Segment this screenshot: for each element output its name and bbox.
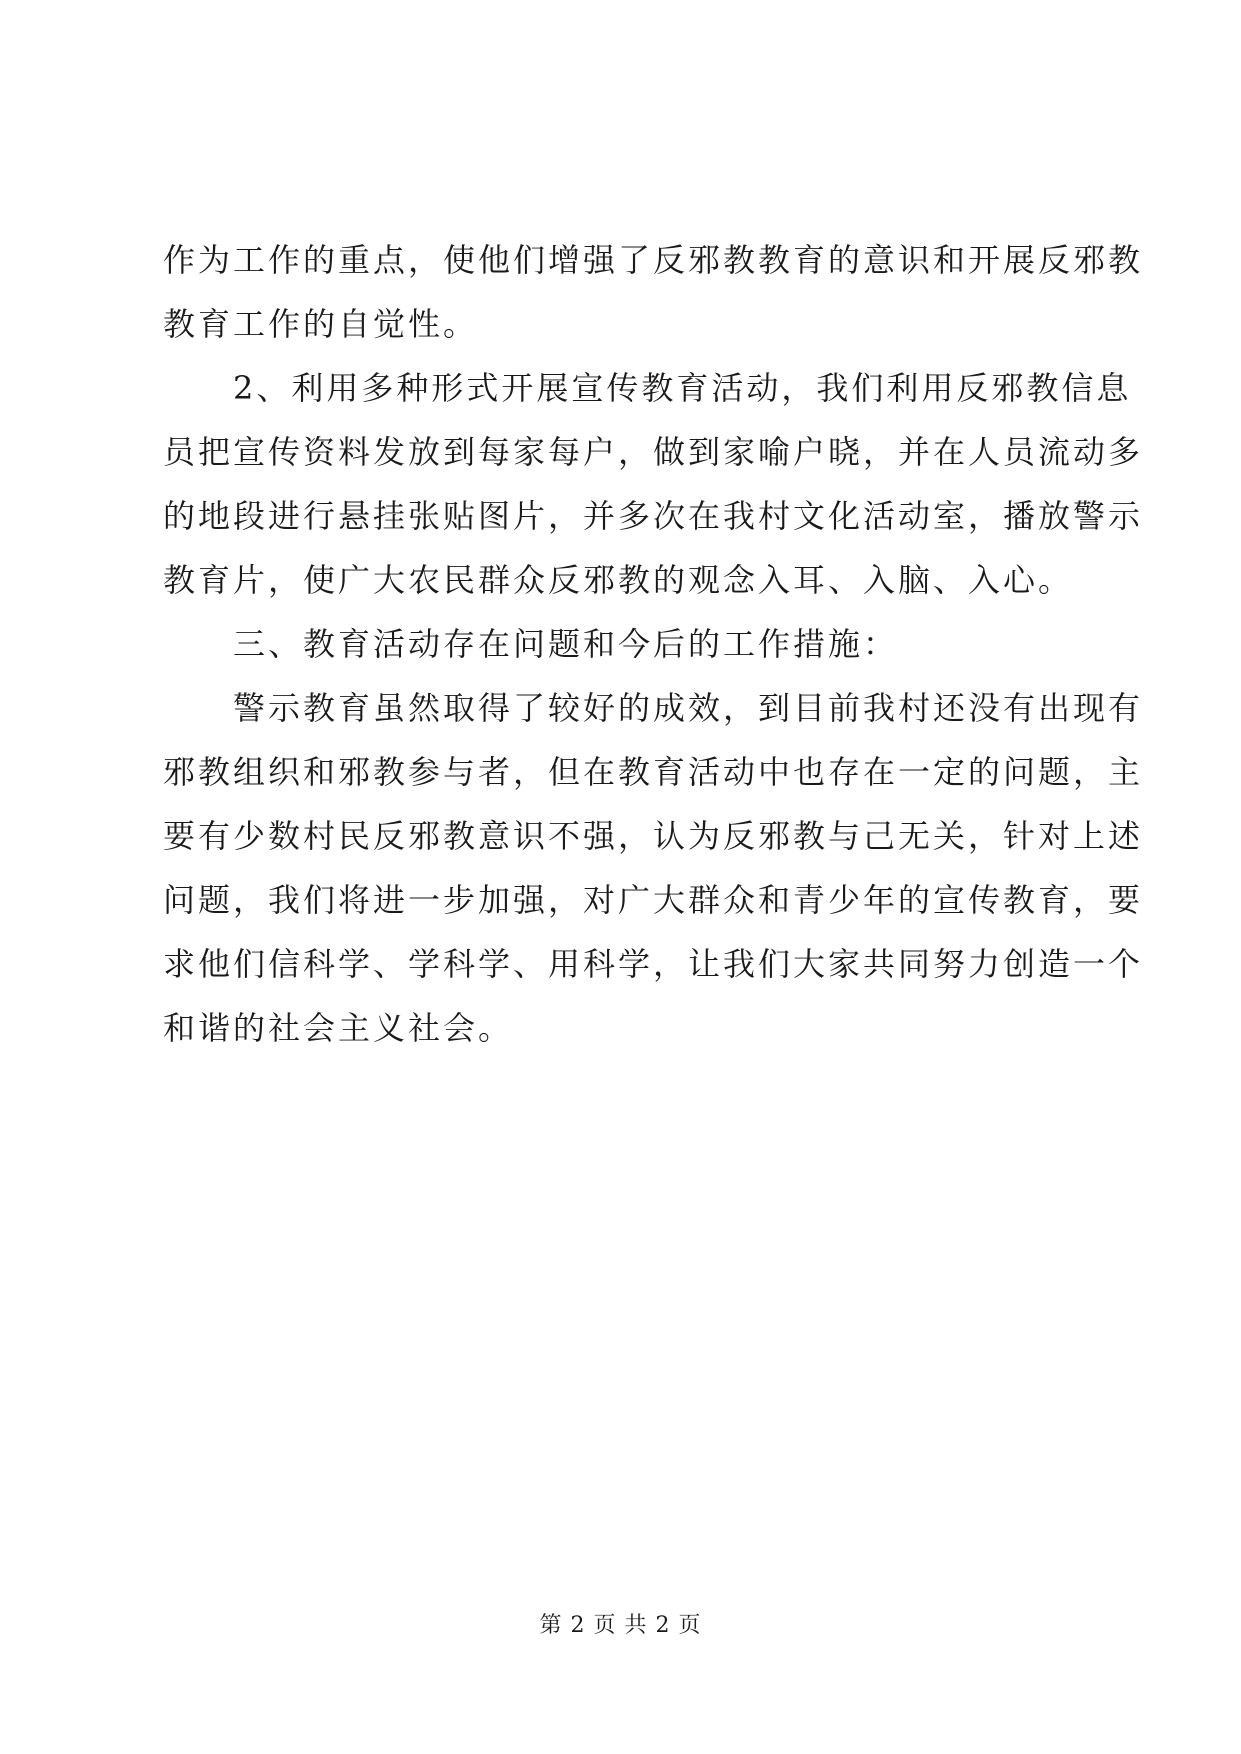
text-line: 和谐的社会主义社会。 [163, 1009, 514, 1047]
text-line: 求他们信科学、学科学、用科学，让我们大家共同努力创造一个 [163, 945, 1144, 983]
text-line: 问题，我们将进一步加强，对广大群众和青少年的宣传教育，要 [163, 881, 1144, 919]
text-line: 2、利用多种形式开展宣传教育活动，我们利用反邪教信息 [163, 369, 1132, 407]
text-line: 邪教组织和邪教参与者，但在教育活动中也存在一定的问题，主 [163, 753, 1144, 791]
section-heading: 三、教育活动存在问题和今后的工作措施： [163, 625, 899, 663]
text-line: 教育片，使广大农民群众反邪教的观念入耳、入脑、入心。 [163, 561, 1074, 599]
text-line: 的地段进行悬挂张贴图片，并多次在我村文化活动室，播放警示 [163, 497, 1144, 535]
page-number-footer: 第 2 页 共 2 页 [539, 1613, 702, 1638]
text-line: 作为工作的重点，使他们增强了反邪教教育的意识和开展反邪教 [163, 241, 1144, 279]
body-text [163, 228, 1144, 1060]
text-line: 员把宣传资料发放到每家每户，做到家喻户晓，并在人员流动多 [163, 433, 1144, 471]
text-line: 教育工作的自觉性。 [163, 305, 479, 343]
text-line: 警示教育虽然取得了较好的成效，到目前我村还没有出现有 [163, 689, 1144, 727]
text-line: 要有少数村民反邪教意识不强，认为反邪教与己无关，针对上述 [163, 817, 1144, 855]
